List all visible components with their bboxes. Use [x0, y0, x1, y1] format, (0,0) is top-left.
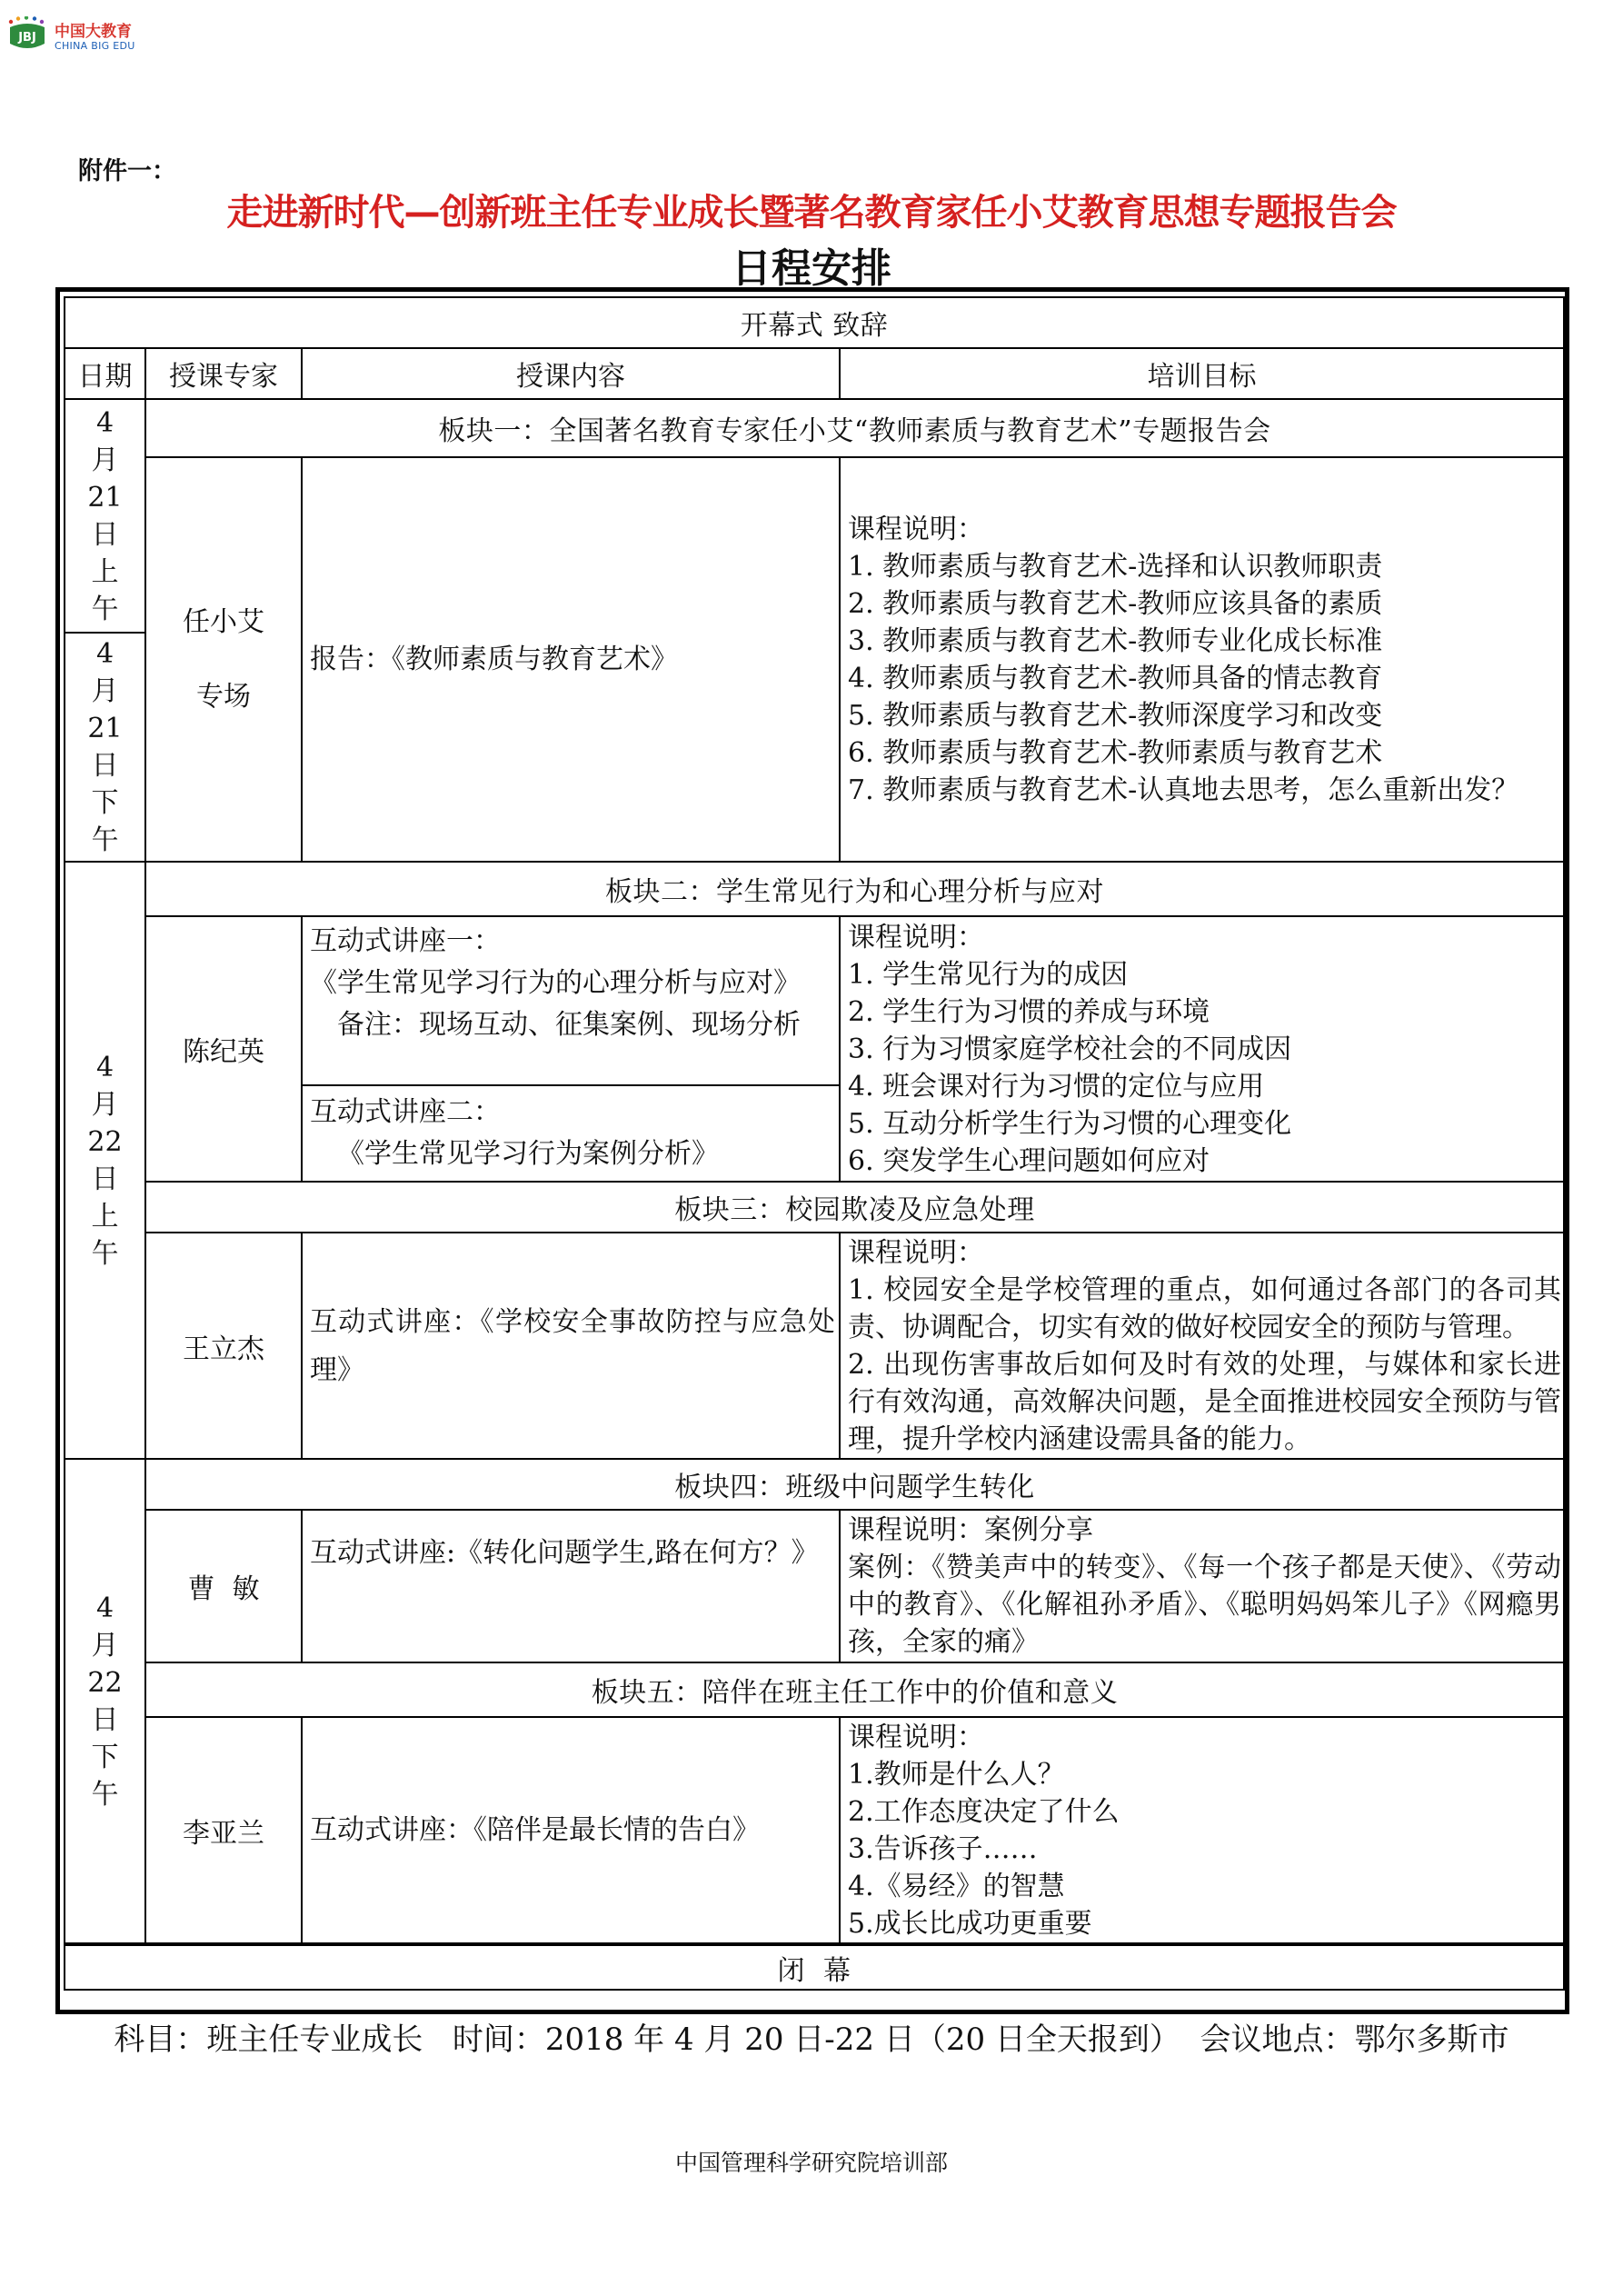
header-expert: 授课专家	[145, 348, 302, 399]
attachment-label: 附件一：	[78, 157, 176, 185]
schedule-table	[64, 296, 1565, 1991]
block4-content: 互动式讲座:《转化问题学生,路在何方？》	[302, 1510, 840, 1662]
block1-content: 报告：《教师素质与教育艺术》	[302, 457, 840, 862]
block2-expert: 陈纪英	[145, 916, 302, 1182]
block2-lecture1: 互动式讲座一： 《学生常见学习行为的心理分析与应对》 备注：现场互动、征集案例、现场分析	[302, 916, 840, 1085]
logo-name-en: CHINA BIG EDU	[55, 40, 135, 52]
organizer-name: 中国管理科学研究院培训部	[674, 2150, 948, 2176]
logo	[7, 13, 171, 58]
page-title: 走进新时代—创新班主任专业成长暨著名教育家任小艾教育思想专题报告会	[226, 192, 1397, 234]
date-cell-21pm: 4 月 21 日 下 午	[65, 633, 145, 862]
footer-info: 科目：班主任专业成长 时间：2018 年 4 月 20 日-22 日（20 日全天报到） 会议地点：鄂尔多斯市	[114, 2021, 1509, 2058]
block3-goals: 课程说明： 1. 校园安全是学校管理的重点，如何通过各部门的各司其责、协调配合，切实有效的做好校园安全的预防与管理。 2. 出现伤害事故后如何及时有效的处理，与媒体和家长进行有效沟通，高效解决问题，是全面推进校园安全预防与管理，提升学校内涵建设需具备的能力。	[840, 1233, 1564, 1459]
block2-lecture2: 互动式讲座二： 《学生常见学习行为案例分析》	[302, 1085, 840, 1182]
block4-title: 板块四：班级中问题学生转化	[145, 1459, 1564, 1510]
block3-content: 互动式讲座：《学校安全事故防控与应急处理》	[302, 1233, 840, 1459]
block2-goals: 课程说明： 1. 学生常见行为的成因 2. 学生行为习惯的养成与环境 3. 行为习惯家庭学校社会的不同成因 4. 班会课对行为习惯的定位与应用 5. 互动分析学生行为习惯的心理变化 6. 突发学生心理问题如何应对	[840, 916, 1564, 1182]
block3-title: 板块三：校园欺凌及应急处理	[145, 1182, 1564, 1233]
logo-mark-icon	[7, 16, 47, 53]
header-goal: 培训目标	[840, 348, 1564, 399]
block4-goals: 课程说明：案例分享 案例：《赞美声中的转变》、《每一个孩子都是天使》、《劳动中的教育》、《化解祖孙矛盾》、《聪明妈妈笨儿子》《网瘾男孩，全家的痛》	[840, 1510, 1564, 1662]
block5-goals: 课程说明： 1.教师是什么人？ 2.工作态度决定了什么 3.告诉孩子…… 4.《易经》的智慧 5.成长比成功更重要	[840, 1717, 1564, 1944]
block3-expert: 王立杰	[145, 1233, 302, 1459]
date-cell-22am: 4 月 22 日 上 午	[65, 862, 145, 1459]
logo-name-cn: 中国大教育	[55, 23, 132, 41]
block1-title: 板块一：全国著名教育专家任小艾“教师素质与教育艺术”专题报告会	[145, 399, 1564, 457]
block4-expert: 曹 敏	[145, 1510, 302, 1662]
page-subtitle: 日程安排	[732, 245, 891, 292]
date-cell-21am: 4 月 21 日 上 午	[65, 399, 145, 633]
svg-text:JBJ: JBJ	[18, 31, 36, 45]
header-content: 授课内容	[302, 348, 840, 399]
block2-title: 板块二：学生常见行为和心理分析与应对	[145, 862, 1564, 916]
block1-goals: 课程说明： 1. 教师素质与教育艺术-选择和认识教师职责 2. 教师素质与教育艺术-教师应该具备的素质 3. 教师素质与教育艺术-教师专业化成长标准 4. 教师素质与教育艺术-教师具备的情志教育 5. 教师素质与教育艺术-教师深度学习和改变 6. 教师素质与教育艺术-教师素质与教育艺术 7. 教师素质与教育艺术-认真地去思考，怎么重新出发？	[840, 457, 1564, 862]
block5-expert: 李亚兰	[145, 1717, 302, 1944]
block1-expert: 任小艾 专场	[145, 457, 302, 862]
block5-content: 互动式讲座：《陪伴是最长情的告白》	[302, 1717, 840, 1944]
date-cell-22pm: 4 月 22 日 下 午	[65, 1459, 145, 1944]
opening-row: 开幕式 致辞	[65, 297, 1564, 348]
closing-row: 闭 幕	[65, 1944, 1564, 1990]
block5-title: 板块五：陪伴在班主任工作中的价值和意义	[145, 1662, 1564, 1717]
header-date: 日期	[65, 348, 145, 399]
